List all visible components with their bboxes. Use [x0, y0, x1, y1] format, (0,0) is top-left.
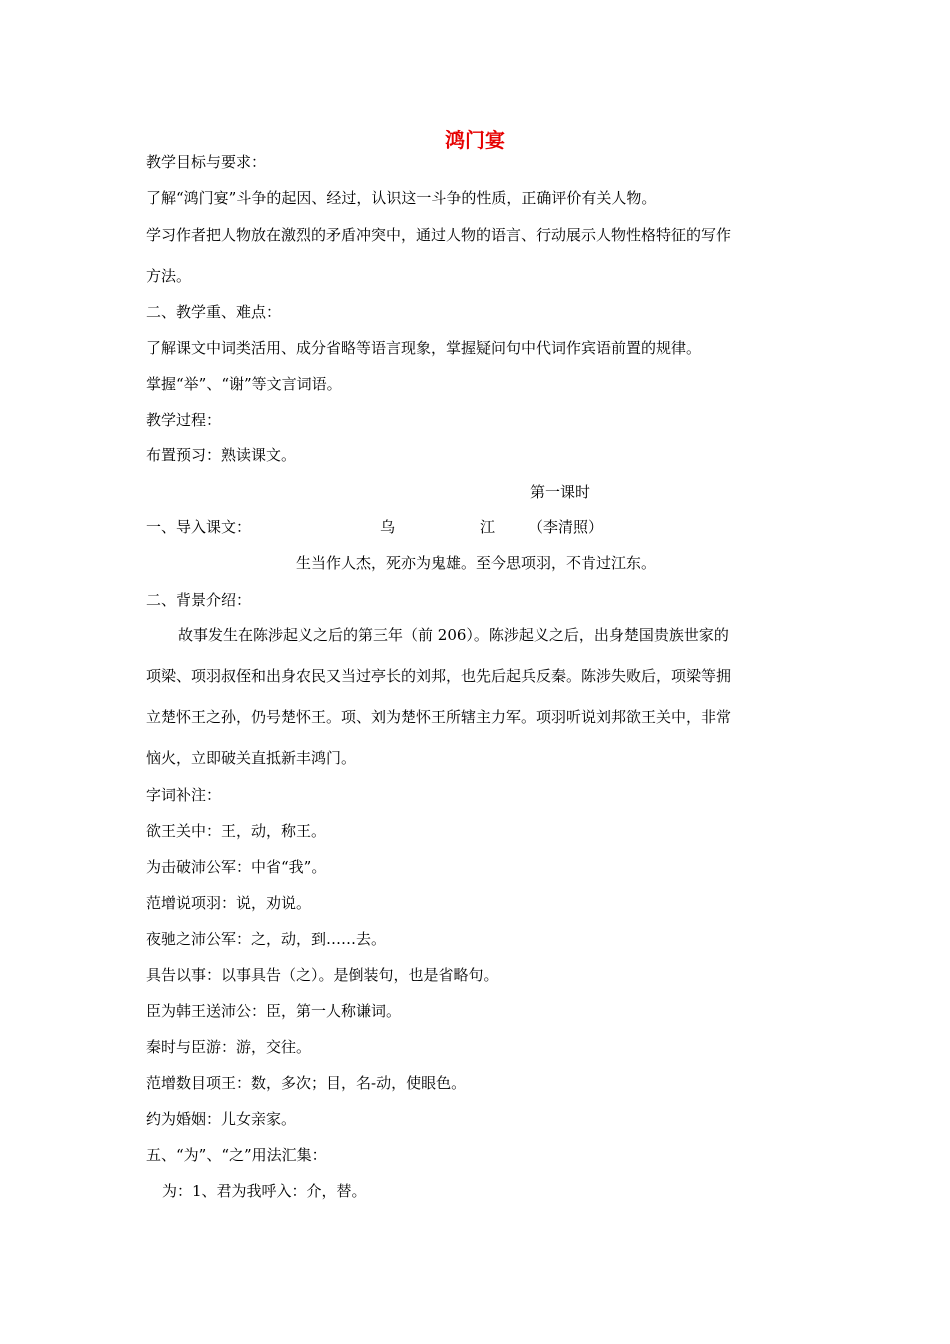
- note-item: 约为婚姻：儿女亲家。: [146, 1110, 297, 1128]
- note-item: 为击破沛公军：中省“我”。: [146, 858, 327, 876]
- document-title: 鸿门宴: [445, 128, 505, 152]
- note-item: 臣为韩王送沛公：臣，第一人称谦词。: [146, 1002, 402, 1020]
- lesson-label: 第一课时: [530, 483, 591, 501]
- usage-heading: 五、“为”、“之”用法汇集：: [146, 1146, 327, 1164]
- key-point-item-2: 掌握“举”、“谢”等文言词语。: [146, 375, 342, 393]
- poem-author: （李清照）: [528, 518, 604, 536]
- objective-item-1: 了解“鸿门宴”斗争的起因、经过，认识这一斗争的性质，正确评价有关人物。: [146, 189, 657, 207]
- note-item: 夜驰之沛公军：之，动，到……去。: [146, 930, 387, 948]
- usage-item-1: 为：1、君为我呼入：介，替。: [162, 1182, 367, 1200]
- note-item: 秦时与臣游：游，交往。: [146, 1038, 312, 1056]
- preview-text: 布置预习：熟读课文。: [146, 446, 297, 464]
- objectives-heading: 教学目标与要求：: [146, 153, 267, 171]
- poem-title-char-2: 江: [480, 518, 496, 536]
- background-line-3: 立楚怀王之孙，仍号楚怀王。项、刘为楚怀王所辖主力军。项羽听说刘邦欲王关中，非常: [146, 708, 732, 726]
- note-item: 范增数目项王：数，多次；目，名-动，使眼色。: [146, 1074, 467, 1092]
- background-line-2: 项梁、项羽叔侄和出身农民又当过亭长的刘邦，也先后起兵反秦。陈涉失败后，项梁等拥: [146, 667, 732, 685]
- note-item: 范增说项羽：说，劝说。: [146, 894, 312, 912]
- background-line-4: 恼火，立即破关直抵新丰鸿门。: [146, 749, 357, 767]
- process-heading: 教学过程：: [146, 411, 222, 429]
- key-points-heading: 二、教学重、难点：: [146, 303, 282, 321]
- poem-title-char-1: 乌: [380, 518, 396, 536]
- note-item: 欲王关中：王，动，称王。: [146, 822, 327, 840]
- key-point-item-1: 了解课文中词类活用、成分省略等语言现象，掌握疑问句中代词作宾语前置的规律。: [146, 339, 702, 357]
- poem-text: 生当作人杰，死亦为鬼雄。至今思项羽，不肯过江东。: [296, 554, 657, 572]
- background-heading: 二、背景介绍：: [146, 591, 252, 609]
- objective-item-2-line-1: 学习作者把人物放在激烈的矛盾冲突中，通过人物的语言、行动展示人物性格特征的写作: [146, 226, 732, 244]
- intro-label: 一、导入课文：: [146, 518, 252, 536]
- notes-heading: 字词补注：: [146, 786, 222, 804]
- objective-item-2-line-2: 方法。: [146, 267, 192, 285]
- background-line-1: 故事发生在陈涉起义之后的第三年（前 206）。陈涉起义之后，出身楚国贵族世家的: [178, 626, 729, 644]
- note-item: 具告以事：以事具告（之）。是倒装句，也是省略句。: [146, 966, 499, 984]
